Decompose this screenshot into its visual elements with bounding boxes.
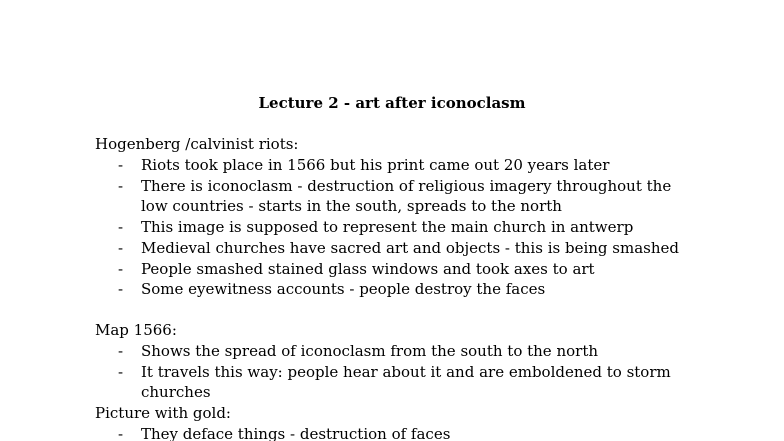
bullet-dash: - — [118, 342, 124, 360]
bullet-dash: - — [118, 238, 124, 257]
bullet-list-picture-with-gold — [95, 424, 701, 441]
list-item: - Medieval churches have sacred art and objects - this is being smashed — [118, 238, 679, 257]
bullet-dash: - — [118, 280, 124, 299]
list-item: - It travels this way: people hear about it and are emboldened to storm churches — [118, 362, 671, 402]
list-item: - There is iconoclasm - destruction of religious imagery throughout the low countries - starts in the south, spreads to the north — [118, 176, 672, 216]
section-heading-picture-with-gold: Picture with gold: — [95, 404, 231, 422]
bullet-dash: - — [118, 425, 124, 441]
list-item: - People smashed stained glass windows and took axes to art — [118, 259, 595, 278]
bullet-dash: - — [118, 218, 124, 237]
bullet-dash: - — [118, 362, 124, 381]
section-heading-map: Map 1566: — [95, 321, 177, 339]
bullet-dash: - — [118, 176, 124, 195]
list-item: - This image is supposed to represent the main church in antwerp — [118, 218, 634, 237]
document-title: Lecture 2 - art after iconoclasm — [258, 94, 526, 112]
section-heading-hogenberg: Hogenberg /calvinist riots: — [95, 135, 299, 153]
list-item: - Shows the spread of iconoclasm from the south to the north — [118, 342, 599, 360]
bullet-list-hogenberg — [95, 155, 701, 300]
bullet-dash: - — [118, 259, 124, 278]
list-item: - Riots took place in 1566 but his print came out 20 years later — [118, 156, 610, 174]
list-item: - Some eyewitness accounts - people destroy the faces — [118, 280, 546, 299]
list-item: - They deface things - destruction of faces — [95, 424, 701, 441]
bullet-dash: - — [118, 156, 124, 174]
bullet-list-map — [95, 341, 701, 403]
